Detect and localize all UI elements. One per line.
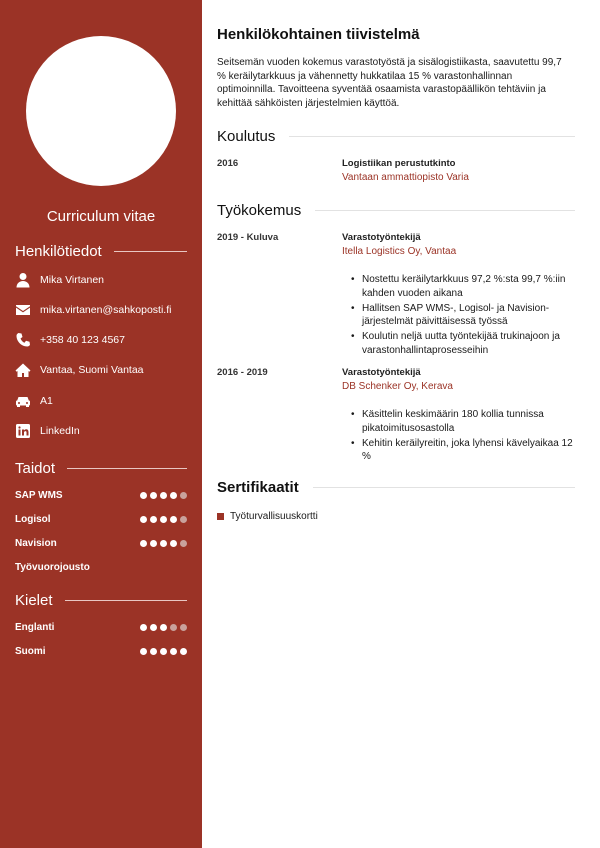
education-heading [217, 128, 575, 145]
summary-heading [217, 26, 575, 43]
cv-title: Curriculum vitae [46, 208, 156, 225]
language-rating [140, 648, 187, 655]
rating-dot-filled [150, 624, 157, 631]
summary-heading-text: Henkilökohtainen tiivistelmä [217, 26, 420, 43]
rating-dot-filled [160, 624, 167, 631]
contact-email[interactable] [15, 302, 171, 318]
certificate-name: Työturvallisuuskortti [230, 511, 318, 522]
contact-name-text: Mika Virtanen [40, 274, 105, 286]
bullet-text: Koulutin neljä uutta työntekijää trukinajoon ja varastonhallintaprosesseihin [362, 331, 560, 356]
list-item: • Hallitsen SAP WMS-, Logisol- ja Navision-järjestelmät päivittäisessä työssä [349, 302, 575, 329]
list-item: • Käsittelin keskimäärin 180 kollia tunnissa pikatoimitusosastolla [349, 408, 575, 435]
skill-rating [140, 492, 187, 499]
language-item [15, 646, 187, 657]
experience-heading [217, 202, 575, 219]
list-item: • Nostettu keräilytarkkuus 97,2 %:sta 99,7 %:iin kahden vuoden aikana [349, 273, 575, 300]
divider [315, 210, 575, 211]
job-date: 2016 - 2019 [217, 367, 268, 378]
phone-icon [15, 332, 31, 348]
rating-dot-empty [180, 624, 187, 631]
rating-dot-filled [150, 648, 157, 655]
education-heading-text: Koulutus [217, 128, 276, 145]
rating-dot-filled [160, 492, 167, 499]
bullet-text: Hallitsen SAP WMS-, Logisol- ja Navision-järjestelmät päivittäisessä työssä [362, 302, 550, 327]
contact-address [15, 362, 144, 378]
car-icon [15, 393, 31, 409]
skill-name: SAP WMS [15, 490, 63, 501]
rating-dot-empty [180, 516, 187, 523]
skill-rating [140, 540, 187, 547]
bullet-text: Nostettu keräilytarkkuus 97,2 %:sta 99,7 %:iin kahden vuoden aikana [362, 274, 566, 299]
contact-phone-text[interactable]: +358 40 123 4567 [40, 334, 125, 346]
education-school: Vantaan ammattiopisto Varia [342, 172, 469, 183]
experience-heading-text: Työkokemus [217, 202, 302, 219]
language-rating [140, 624, 187, 631]
certificates-heading [217, 479, 575, 496]
rating-dot-filled [150, 492, 157, 499]
contact-email-text[interactable]: mika.virtanen@sahkoposti.fi [40, 304, 172, 316]
skill-rating [140, 516, 187, 523]
personal-info-heading [15, 243, 187, 260]
divider [67, 468, 187, 469]
rating-dot-filled [140, 492, 147, 499]
rating-dot-filled [180, 648, 187, 655]
list-item: • Koulutin neljä uutta työntekijää trukinajoon ja varastonhallintaprosesseihin [349, 330, 575, 357]
personal-info-heading-text: Henkilötiedot [15, 243, 102, 260]
skills-heading-text: Taidot [15, 460, 56, 477]
certificate-item [217, 511, 318, 522]
list-item: • Kehitin keräilyreitin, joka lyhensi kävelyaikaa 12 % [349, 437, 575, 464]
rating-dot-filled [140, 648, 147, 655]
certificates-heading-text: Sertifikaatit [217, 479, 299, 496]
language-item [15, 622, 187, 633]
envelope-icon [15, 302, 31, 318]
linkedin-icon [15, 423, 31, 439]
bullet-text: Käsittelin keskimäärin 180 kollia tunnissa pikatoimitusosastolla [362, 409, 544, 434]
job-employer: DB Schenker Oy, Kerava [342, 381, 453, 392]
contact-linkedin[interactable] [15, 423, 80, 439]
rating-dot-filled [170, 492, 177, 499]
languages-heading-text: Kielet [15, 592, 53, 609]
skill-name: Työvuorojousto [15, 562, 90, 573]
skills-heading [15, 460, 187, 477]
skill-item [15, 562, 187, 573]
divider [65, 600, 187, 601]
education-title: Logistiikan perustutkinto [342, 158, 456, 169]
skill-item [15, 538, 187, 549]
contact-phone[interactable] [15, 332, 125, 348]
summary-text: Seitsemän vuoden kokemus varastotyöstä ja sisälogistiikasta, saavutettu 99,7 % keräilytarkkuus ja vähennetty hukkatilaa 15 % varastonhallinnan optimoinnilla. Tavoitteena syventää osaamista varastopäällikön tehtäviin ja kehittää sähköisten järjestelmien käyttöä. [217, 57, 562, 109]
contact-name [15, 272, 104, 288]
contact-license-text: A1 [40, 395, 53, 407]
rating-dot-empty [170, 624, 177, 631]
rating-dot-filled [140, 516, 147, 523]
rating-dot-empty [180, 540, 187, 547]
home-icon [15, 362, 31, 378]
job-title: Varastotyöntekijä [342, 232, 421, 243]
person-icon [15, 272, 31, 288]
rating-dot-filled [170, 648, 177, 655]
rating-dot-filled [150, 516, 157, 523]
divider [289, 136, 575, 137]
square-bullet-icon [217, 513, 224, 520]
rating-dot-filled [170, 540, 177, 547]
profile-photo [26, 36, 176, 186]
job-achievements [349, 273, 575, 359]
education-date: 2016 [217, 158, 239, 169]
language-name: Englanti [15, 622, 55, 633]
contact-license [15, 393, 53, 409]
rating-dot-filled [160, 516, 167, 523]
rating-dot-filled [140, 540, 147, 547]
skill-name: Navision [15, 538, 57, 549]
divider [114, 251, 187, 252]
rating-dot-filled [160, 540, 167, 547]
job-title: Varastotyöntekijä [342, 367, 421, 378]
skill-name: Logisol [15, 514, 51, 525]
sidebar [0, 0, 202, 848]
job-achievements [349, 408, 575, 465]
skill-item [15, 514, 187, 525]
rating-dot-filled [160, 648, 167, 655]
rating-dot-filled [140, 624, 147, 631]
contact-address-text: Vantaa, Suomi Vantaa [40, 364, 144, 376]
language-name: Suomi [15, 646, 46, 657]
languages-heading [15, 592, 187, 609]
contact-linkedin-text[interactable]: LinkedIn [40, 425, 80, 437]
bullet-text: Kehitin keräilyreitin, joka lyhensi kävelyaikaa 12 % [362, 437, 573, 462]
rating-dot-filled [150, 540, 157, 547]
rating-dot-empty [180, 492, 187, 499]
skill-item [15, 490, 187, 501]
job-date: 2019 - Kuluva [217, 232, 279, 243]
rating-dot-filled [170, 516, 177, 523]
job-employer: Itella Logistics Oy, Vantaa [342, 246, 457, 257]
divider [313, 487, 575, 488]
